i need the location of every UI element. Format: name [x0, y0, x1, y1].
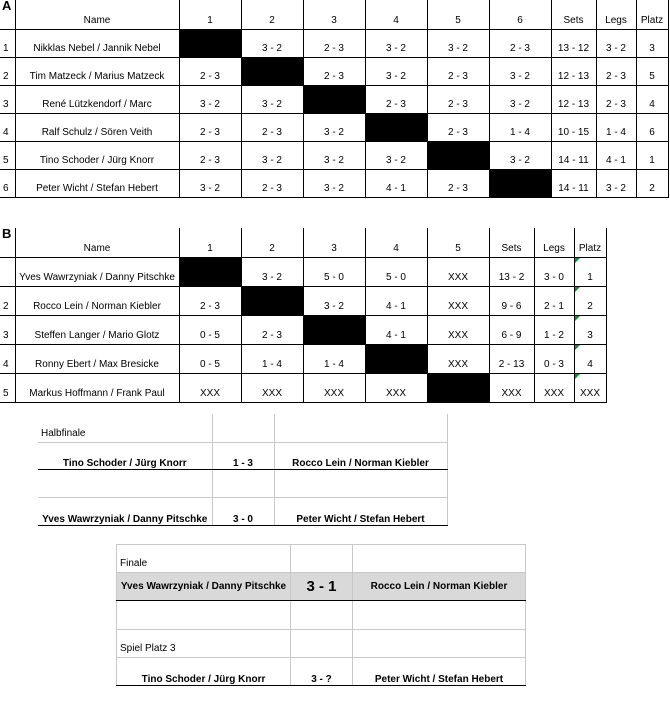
- header-name: Name: [15, 0, 179, 29]
- legs-cell: 1 - 4: [596, 113, 636, 141]
- legs-cell: 3 - 2: [596, 29, 636, 57]
- score-cell: 3 - 2: [427, 29, 489, 57]
- self-match-cell: [427, 141, 489, 169]
- finale-score: 3 - 1: [291, 573, 353, 601]
- score-cell: 3 - 2: [241, 29, 303, 57]
- table-row: [0, 286, 606, 315]
- score-cell: XXX: [241, 373, 303, 402]
- player-name: Tim Matzeck / Marius Matzeck: [15, 57, 179, 85]
- legs-cell: 3 - 2: [596, 169, 636, 197]
- halbfinale-2-score: 3 - 0: [212, 497, 274, 525]
- score-cell: 3 - 2: [489, 85, 551, 113]
- row-index: 3: [0, 85, 15, 113]
- platz-cell: 4: [636, 85, 668, 113]
- score-cell: 3 - 2: [489, 57, 551, 85]
- group-b-label: B: [0, 228, 15, 257]
- score-cell: XXX: [427, 286, 489, 315]
- player-name: Ronny Ebert / Max Bresicke: [15, 344, 179, 373]
- score-cell: 4 - 1: [365, 315, 427, 344]
- score-cell: 2 - 3: [179, 141, 241, 169]
- score-cell: 2 - 3: [241, 113, 303, 141]
- halbfinale-table: [38, 414, 448, 526]
- halbfinale-2-away: Peter Wicht / Stefan Hebert: [274, 497, 447, 525]
- table-row: [0, 141, 668, 169]
- group-a-table: [0, 0, 669, 198]
- score-cell: 3 - 2: [365, 141, 427, 169]
- header-platz: Platz: [574, 228, 606, 257]
- self-match-cell: [427, 373, 489, 402]
- score-cell: 4 - 1: [365, 286, 427, 315]
- score-cell: 3 - 2: [179, 85, 241, 113]
- platz3-away: Peter Wicht / Stefan Hebert: [353, 658, 526, 686]
- header-sets: Sets: [489, 228, 534, 257]
- row-index: 2: [0, 286, 15, 315]
- platz-cell: 5: [636, 57, 668, 85]
- sets-cell: 9 - 6: [489, 286, 534, 315]
- self-match-cell: [365, 113, 427, 141]
- table-row: [0, 373, 606, 402]
- row-index: 4: [0, 344, 15, 373]
- finale-home: Yves Wawrzyniak / Danny Pitschke: [117, 573, 291, 601]
- score-cell: 2 - 3: [427, 85, 489, 113]
- score-cell: 0 - 5: [179, 344, 241, 373]
- halbfinale-1-score: 1 - 3: [212, 442, 274, 469]
- player-name: René Lützkendorf / Marc: [15, 85, 179, 113]
- sets-cell: 13 - 2: [489, 257, 534, 286]
- sets-cell: 10 - 15: [551, 113, 596, 141]
- group-b-table: [0, 228, 607, 403]
- platz-cell: XXX: [574, 373, 606, 402]
- self-match-cell: [179, 257, 241, 286]
- header-legs: Legs: [596, 0, 636, 29]
- score-cell: 3 - 2: [303, 113, 365, 141]
- score-cell: XXX: [427, 344, 489, 373]
- legs-cell: 3 - 0: [534, 257, 574, 286]
- score-cell: 0 - 5: [179, 315, 241, 344]
- self-match-cell: [241, 286, 303, 315]
- score-cell: XXX: [427, 257, 489, 286]
- score-cell: 2 - 3: [179, 113, 241, 141]
- score-cell: 3 - 2: [489, 141, 551, 169]
- halbfinale-2-home: Yves Wawrzyniak / Danny Pitschke: [38, 497, 212, 525]
- header-platz: Platz: [636, 0, 668, 29]
- score-cell: XXX: [427, 315, 489, 344]
- score-cell: 2 - 3: [427, 169, 489, 197]
- platz-cell: 2: [636, 169, 668, 197]
- score-cell: 2 - 3: [303, 57, 365, 85]
- score-cell: 1 - 4: [303, 344, 365, 373]
- score-cell: XXX: [365, 373, 427, 402]
- player-name: Steffen Langer / Mario Glotz: [15, 315, 179, 344]
- score-cell: 1 - 4: [489, 113, 551, 141]
- player-name: Peter Wicht / Stefan Hebert: [15, 169, 179, 197]
- player-name: Yves Wawrzyniak / Danny Pitschke: [15, 257, 179, 286]
- row-index: 5: [0, 373, 15, 402]
- score-cell: 2 - 3: [179, 286, 241, 315]
- header-col: 5: [427, 0, 489, 29]
- legs-cell: 2 - 3: [596, 57, 636, 85]
- platz3-title: Spiel Platz 3: [117, 630, 291, 658]
- header-col: 6: [489, 0, 551, 29]
- score-cell: 3 - 2: [303, 141, 365, 169]
- legs-cell: XXX: [534, 373, 574, 402]
- row-index: 1: [0, 29, 15, 57]
- sets-cell: 2 - 13: [489, 344, 534, 373]
- table-row: [0, 29, 668, 57]
- self-match-cell: [179, 29, 241, 57]
- header-col: 1: [179, 0, 241, 29]
- score-cell: 5 - 0: [303, 257, 365, 286]
- table-row: [0, 315, 606, 344]
- legs-cell: 1 - 2: [534, 315, 574, 344]
- score-cell: 2 - 3: [241, 169, 303, 197]
- legs-cell: 2 - 3: [596, 85, 636, 113]
- table-row: [0, 344, 606, 373]
- header-col: 2: [241, 228, 303, 257]
- platz-cell: 6: [636, 113, 668, 141]
- sets-cell: XXX: [489, 373, 534, 402]
- score-cell: 1 - 4: [241, 344, 303, 373]
- player-name: Markus Hoffmann / Frank Paul: [15, 373, 179, 402]
- score-cell: 2 - 3: [179, 57, 241, 85]
- sets-cell: 12 - 13: [551, 85, 596, 113]
- self-match-cell: [365, 344, 427, 373]
- row-index: 5: [0, 141, 15, 169]
- score-cell: 3 - 2: [365, 29, 427, 57]
- platz-cell: 4: [574, 344, 606, 373]
- score-cell: 2 - 3: [427, 113, 489, 141]
- finale-away: Rocco Lein / Norman Kiebler: [353, 573, 526, 601]
- header-col: 4: [365, 228, 427, 257]
- legs-cell: 2 - 1: [534, 286, 574, 315]
- score-cell: 2 - 3: [241, 315, 303, 344]
- header-sets: Sets: [551, 0, 596, 29]
- header-col: 3: [303, 0, 365, 29]
- platz-cell: 1: [636, 141, 668, 169]
- sets-cell: 12 - 13: [551, 57, 596, 85]
- halbfinale-1-home: Tino Schoder / Jürg Knorr: [38, 442, 212, 469]
- player-name: Tino Schoder / Jürg Knorr: [15, 141, 179, 169]
- platz-cell: 2: [574, 286, 606, 315]
- halbfinale-title: Halbfinale: [38, 414, 212, 442]
- player-name: Nikklas Nebel / Jannik Nebel: [15, 29, 179, 57]
- score-cell: 5 - 0: [365, 257, 427, 286]
- score-cell: 4 - 1: [365, 169, 427, 197]
- score-cell: XXX: [303, 373, 365, 402]
- header-col: 1: [179, 228, 241, 257]
- platz-cell: 3: [636, 29, 668, 57]
- header-name: Name: [15, 228, 179, 257]
- table-row: [0, 257, 606, 286]
- sets-cell: 14 - 11: [551, 169, 596, 197]
- header-legs: Legs: [534, 228, 574, 257]
- score-cell: 2 - 3: [365, 85, 427, 113]
- table-row: [0, 113, 668, 141]
- score-cell: 3 - 2: [365, 57, 427, 85]
- sets-cell: 13 - 12: [551, 29, 596, 57]
- self-match-cell: [303, 315, 365, 344]
- finale-table: [116, 544, 526, 686]
- header-col: 5: [427, 228, 489, 257]
- score-cell: 2 - 3: [427, 57, 489, 85]
- table-row: [0, 57, 668, 85]
- row-index: [0, 257, 15, 286]
- score-cell: 3 - 2: [241, 141, 303, 169]
- score-cell: 3 - 2: [179, 169, 241, 197]
- sets-cell: 14 - 11: [551, 141, 596, 169]
- score-cell: 3 - 2: [241, 257, 303, 286]
- row-index: 2: [0, 57, 15, 85]
- score-cell: 2 - 3: [303, 29, 365, 57]
- table-row: [0, 169, 668, 197]
- legs-cell: 4 - 1: [596, 141, 636, 169]
- group-a-label: A: [0, 0, 15, 29]
- platz3-score: 3 - ?: [291, 658, 353, 686]
- header-col: 3: [303, 228, 365, 257]
- row-index: 3: [0, 315, 15, 344]
- score-cell: 3 - 2: [241, 85, 303, 113]
- platz3-home: Tino Schoder / Jürg Knorr: [117, 658, 291, 686]
- score-cell: 3 - 2: [303, 286, 365, 315]
- platz-cell: 3: [574, 315, 606, 344]
- self-match-cell: [489, 169, 551, 197]
- legs-cell: 0 - 3: [534, 344, 574, 373]
- score-cell: 3 - 2: [303, 169, 365, 197]
- player-name: Ralf Schulz / Sören Veith: [15, 113, 179, 141]
- sets-cell: 6 - 9: [489, 315, 534, 344]
- header-col: 4: [365, 0, 427, 29]
- self-match-cell: [303, 85, 365, 113]
- halbfinale-1-away: Rocco Lein / Norman Kiebler: [274, 442, 447, 469]
- finale-title: Finale: [117, 545, 291, 573]
- row-index: 6: [0, 169, 15, 197]
- table-row: [0, 85, 668, 113]
- score-cell: XXX: [179, 373, 241, 402]
- score-cell: 2 - 3: [489, 29, 551, 57]
- row-index: 4: [0, 113, 15, 141]
- player-name: Rocco Lein / Norman Kiebler: [15, 286, 179, 315]
- platz-cell: 1: [574, 257, 606, 286]
- self-match-cell: [241, 57, 303, 85]
- header-col: 2: [241, 0, 303, 29]
